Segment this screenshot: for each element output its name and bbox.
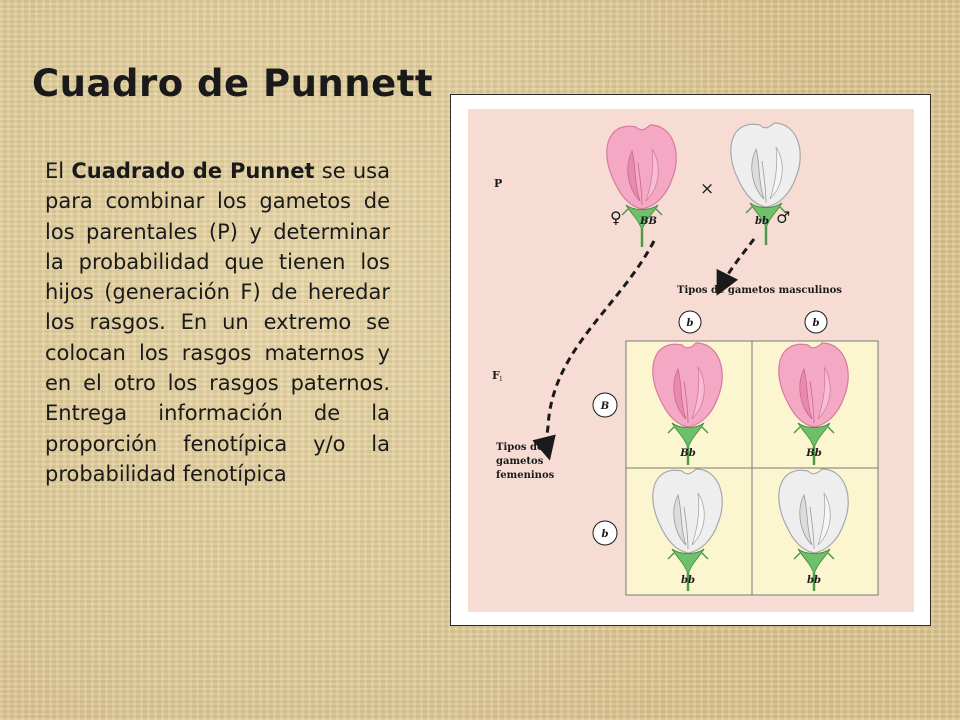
svg-text:B: B <box>600 401 610 412</box>
male-symbol-icon: ♂ <box>776 208 791 227</box>
figure-background <box>468 109 914 612</box>
slide-body-text <box>45 156 390 489</box>
female-gamete-2 <box>593 521 617 545</box>
male-genotype: bb <box>755 216 769 227</box>
female-genotype: BB <box>640 216 657 227</box>
svg-text:b: b <box>601 529 609 540</box>
parent-flower-pink <box>607 125 676 247</box>
label-f1-sub: 1 <box>499 376 503 383</box>
punnett-diagram <box>468 109 914 612</box>
male-gamete-arrow <box>722 239 754 285</box>
cell-genotype-2: Bb <box>806 448 822 459</box>
slide-title: Cuadro de Punnett <box>32 62 434 105</box>
male-gamete-1 <box>679 311 701 333</box>
body-prefix: El <box>45 159 72 183</box>
female-symbol-icon: ♀ <box>610 208 622 227</box>
svg-text:b: b <box>812 318 820 329</box>
body-rest: se usa para combinar los gametos de los parentales (P) y determinar la probabilidad que tienen los hijos (generación F) de heredar los rasgos. En un extremo se colocan los rasgos maternos y en el otro los rasgos paternos. Entrega información de la proporción fenotípica y/o la probabilidad fenotípica <box>45 159 390 486</box>
punnett-figure <box>450 94 931 626</box>
female-gametes-label-2: gametos <box>496 456 544 467</box>
male-gametes-label: Tipos de gametos masculinos <box>677 285 842 296</box>
female-gametes-label-3: femeninos <box>496 470 555 481</box>
body-bold-term: Cuadrado de Punnet <box>71 159 315 183</box>
female-gamete-1 <box>593 393 617 417</box>
cell-genotype-3: bb <box>681 575 695 586</box>
cell-genotype-4: bb <box>807 575 821 586</box>
female-gametes-label-1: Tipos de <box>496 442 544 453</box>
male-gamete-2 <box>805 311 827 333</box>
svg-text:b: b <box>686 318 694 329</box>
label-p: P <box>494 177 503 190</box>
cell-genotype-1: Bb <box>680 448 696 459</box>
cross-symbol: × <box>700 179 715 199</box>
label-f1: F <box>492 369 500 382</box>
